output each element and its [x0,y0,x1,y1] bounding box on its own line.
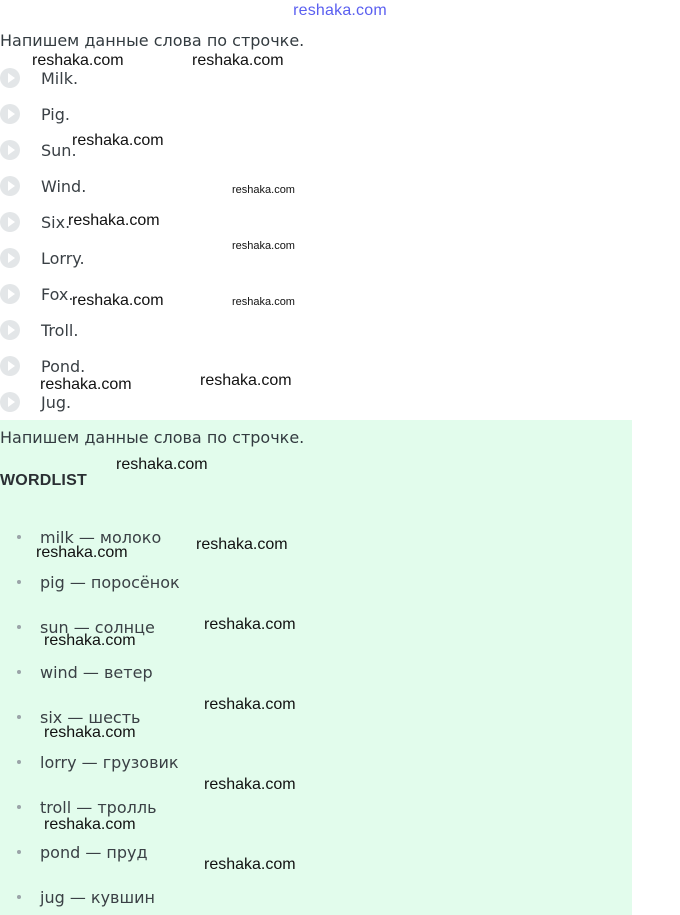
word-label: Fox. [41,284,74,304]
watermark: reshaka.com [204,856,296,873]
word-label: Jug. [41,392,72,412]
wordlist-item-text: six — шесть [40,707,141,727]
bullet-icon [17,760,21,764]
wordlist-item-text: jug — кувшин [40,887,155,907]
play-icon[interactable] [0,284,20,304]
wordlist-item-text: sun — солнце [40,617,155,637]
wordlist-item-text: lorry — грузовик [40,752,179,772]
play-icon[interactable] [0,68,20,88]
word-label: Pig. [41,104,70,124]
wordlist-item [0,796,157,818]
word-label: Wind. [41,176,87,196]
watermark: reshaka.com [196,536,288,553]
wordlist-item-text: troll — тролль [40,797,157,817]
bullet-icon [17,805,21,809]
watermark: reshaka.com [72,132,164,149]
watermark: reshaka.com [204,696,296,713]
wordlist-item [0,841,148,863]
wordlist-item-text: milk — молоко [40,527,162,547]
play-icon[interactable] [0,176,20,196]
audio-item[interactable] [0,318,78,342]
wordlist-item [0,571,180,593]
wordlist-item-text: pond — пруд [40,842,148,862]
watermark: reshaka.com [116,456,208,473]
wordlist-item [0,886,155,908]
site-header-link[interactable]: reshaka.com [293,2,387,19]
bullet-icon [17,895,21,899]
word-label: Sun. [41,140,77,160]
watermark: reshaka.com [232,184,295,196]
play-icon[interactable] [0,392,20,412]
watermark: reshaka.com [192,52,284,69]
watermark: reshaka.com [232,296,295,308]
audio-item[interactable] [0,102,70,126]
bullet-icon [17,625,21,629]
exercise-instruction: Напишем данные слова по строчке. [0,31,305,50]
audio-item[interactable] [0,282,73,306]
wordlist-item-text: pig — поросёнок [40,572,180,592]
word-label: Six. [41,212,71,232]
answer-instruction: Напишем данные слова по строчке. [0,428,305,447]
watermark: reshaka.com [44,724,136,741]
play-icon[interactable] [0,356,20,376]
watermark: reshaka.com [72,292,164,309]
wordlist-item [0,661,153,683]
watermark: reshaka.com [40,376,132,393]
play-icon[interactable] [0,320,20,340]
wordlist-item-text: wind — ветер [40,662,153,682]
watermark: reshaka.com [232,240,295,252]
bullet-icon [17,715,21,719]
word-label: Pond. [41,356,86,376]
watermark: reshaka.com [204,616,296,633]
audio-item[interactable] [0,174,86,198]
audio-item[interactable] [0,138,77,162]
watermark: reshaka.com [44,816,136,833]
audio-item[interactable] [0,246,85,270]
watermark: reshaka.com [44,632,136,649]
bullet-icon [17,670,21,674]
audio-item[interactable] [0,354,85,378]
watermark: reshaka.com [200,372,292,389]
watermark: reshaka.com [36,544,128,561]
play-icon[interactable] [0,140,20,160]
play-icon[interactable] [0,248,20,268]
bullet-icon [17,535,21,539]
play-icon[interactable] [0,104,20,124]
bullet-icon [17,850,21,854]
wordlist-title: WORDLIST [0,472,87,489]
watermark: reshaka.com [32,52,124,69]
bullet-icon [17,580,21,584]
word-label: Milk. [41,68,79,88]
wordlist-item [0,751,179,773]
play-icon[interactable] [0,212,20,232]
watermark: reshaka.com [68,212,160,229]
audio-item[interactable] [0,210,70,234]
watermark: reshaka.com [204,776,296,793]
word-label: Lorry. [41,248,85,268]
word-label: Troll. [41,320,79,340]
